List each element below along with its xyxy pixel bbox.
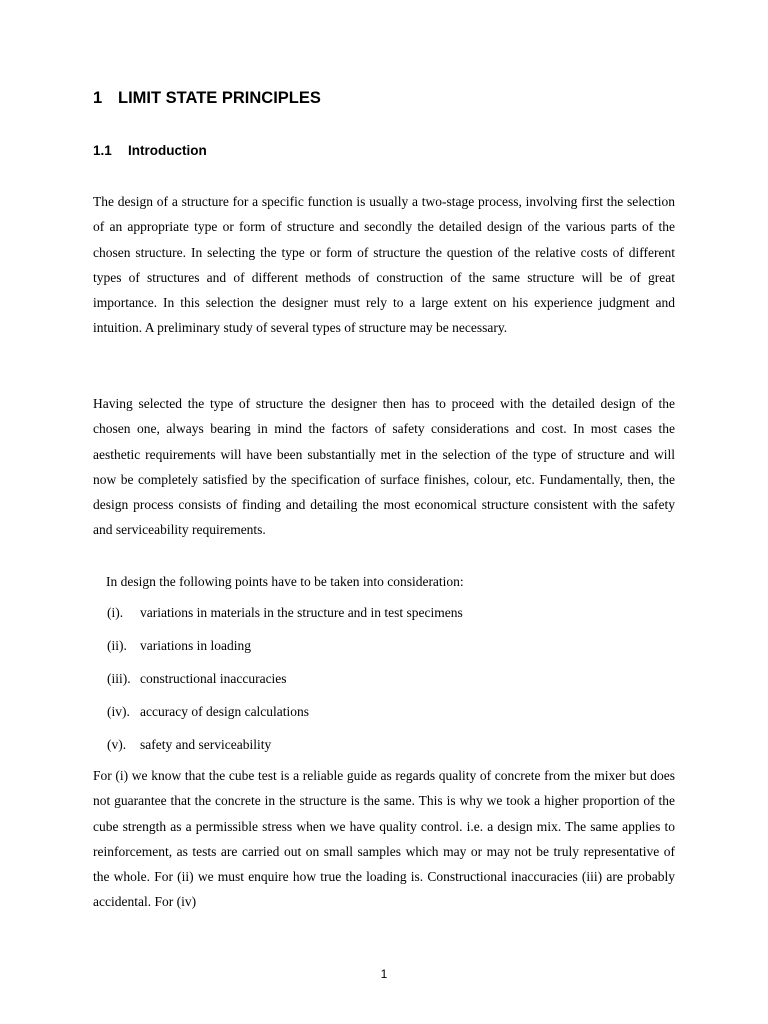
chapter-title: LIMIT STATE PRINCIPLES bbox=[118, 89, 321, 107]
list-item bbox=[107, 699, 463, 732]
list-item-text: variations in loading bbox=[140, 638, 251, 653]
intro-paragraph-1: The design of a structure for a specific function is usually a two-stage process, involving first the selection of an appropriate type or form of structure and secondly the detailed design of the various parts of the chosen structure. In selecting the type or form of structure the question of the relative costs of different types of structures and of different methods of construction of the same structure will be of great importance. In this selection the designer must rely to a large extent on his experience judgment and intuition. A preliminary study of several types of structure may be necessary. bbox=[93, 194, 675, 336]
section-number: 1.1 bbox=[93, 143, 112, 158]
list-item bbox=[107, 600, 463, 633]
list-item bbox=[107, 732, 463, 765]
list-marker: (ii). bbox=[107, 638, 127, 653]
list-item bbox=[107, 633, 463, 666]
closing-paragraph: For (i) we know that the cube test is a reliable guide as regards quality of concrete from the mixer but does not guarantee that the concrete in the structure is the same. This is why we took a higher proportion of the cube strength as a permissible stress when we have quality control. i.e. a design mix. The same applies to reinforcement, as tests are carried out on small samples which may or may not be truly representative of the whole. For (ii) we must enquire how true the loading is. Constructional inaccuracies (iii) are probably accidental. For (iv) bbox=[93, 768, 675, 910]
list-item-text: safety and serviceability bbox=[140, 737, 272, 752]
considerations-intro: In design the following points have to be taken into consideration: bbox=[106, 574, 464, 589]
considerations-list bbox=[107, 600, 463, 765]
chapter-heading bbox=[93, 88, 321, 108]
list-marker: (v). bbox=[107, 737, 127, 752]
list-marker: (i). bbox=[107, 605, 124, 620]
list-item bbox=[107, 666, 463, 699]
list-item-text: constructional inaccuracies bbox=[140, 671, 287, 686]
list-item-text: variations in materials in the structure and in test specimens bbox=[140, 605, 463, 620]
list-marker: (iv). bbox=[107, 704, 130, 719]
list-item-text: accuracy of design calculations bbox=[140, 704, 310, 719]
intro-paragraph-2: Having selected the type of structure the designer then has to proceed with the detailed design of the chosen one, always bearing in mind the factors of safety considerations and cost. In most cases the aesthetic requirements will have been substantially met in the selection of the type of structure and will now be completely satisfied by the specification of surface finishes, colour, etc. Fundamentally, then, the design process consists of finding and detailing the most economical structure consistent with the safety and serviceability requirements. bbox=[93, 396, 675, 538]
section-heading bbox=[93, 142, 207, 160]
page-number: 1 bbox=[380, 967, 388, 981]
chapter-number: 1 bbox=[93, 89, 103, 107]
section-title: Introduction bbox=[128, 143, 207, 158]
list-marker: (iii). bbox=[107, 671, 131, 686]
